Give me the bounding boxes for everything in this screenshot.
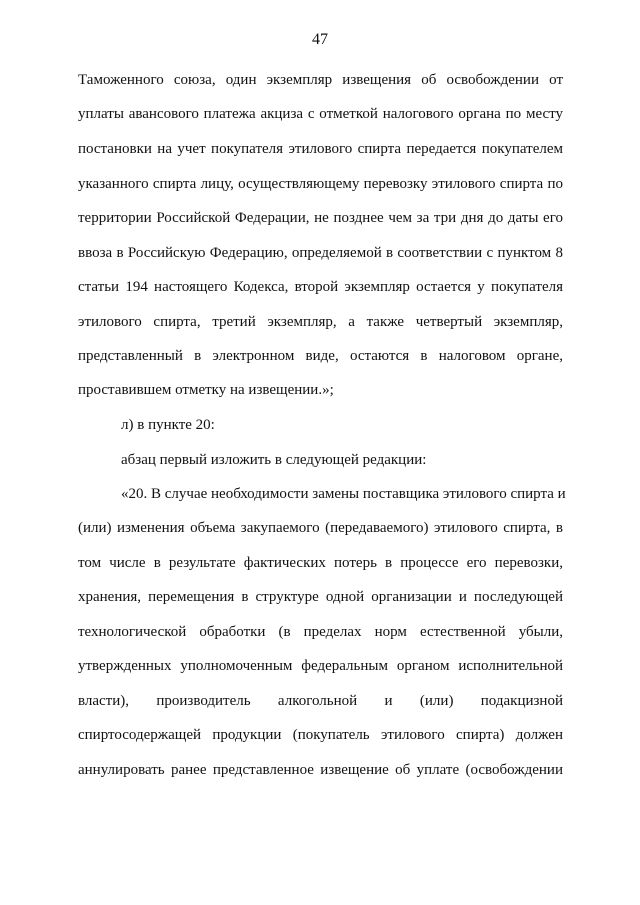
text-line: л) в пункте 20:: [121, 417, 215, 433]
text-line: власти), производитель алкогольной и (или) подакцизной: [78, 693, 563, 709]
text-line: статьи 194 настоящего Кодекса, второй экземпляр остается у покупателя: [78, 279, 563, 295]
text-line: постановки на учет покупателя этилового спирта передается покупателем: [78, 141, 563, 157]
text-line: представленный в электронном виде, остаются в налоговом органе,: [78, 348, 563, 364]
text-line: утвержденных уполномоченным федеральным органом исполнительной: [78, 658, 563, 674]
text-line: (или) изменения объема закупаемого (передаваемого) этилового спирта, в: [78, 520, 563, 536]
text-line: указанного спирта лицу, осуществляющему перевозку этилового спирта по: [78, 176, 563, 192]
text-line: хранения, перемещения в структуре одной организации и последующей: [78, 589, 563, 605]
text-line: проставившем отметку на извещении.»;: [78, 382, 334, 398]
text-line: «20. В случае необходимости замены поставщика этилового спирта и: [121, 486, 566, 502]
text-line: спиртосодержащей продукции (покупатель этилового спирта) должен: [78, 727, 563, 743]
text-line: аннулировать ранее представленное извещение об уплате (освобождении: [78, 762, 563, 778]
text-line: уплаты авансового платежа акциза с отметкой налогового органа по месту: [78, 106, 563, 122]
text-line: территории Российской Федерации, не позднее чем за три дня до даты его: [78, 210, 563, 226]
text-line: этилового спирта, третий экземпляр, а также четвертый экземпляр,: [78, 314, 563, 330]
page-number: 47: [312, 31, 328, 48]
text-line: том числе в результате фактических потерь в процессе его перевозки,: [78, 555, 563, 571]
text-line: технологической обработки (в пределах норм естественной убыли,: [78, 624, 563, 640]
text-line: ввоза в Российскую Федерацию, определяемой в соответствии с пунктом 8: [78, 245, 563, 261]
text-line: абзац первый изложить в следующей редакции:: [121, 452, 427, 468]
text-line: Таможенного союза, один экземпляр извещения об освобождении от: [78, 72, 563, 88]
